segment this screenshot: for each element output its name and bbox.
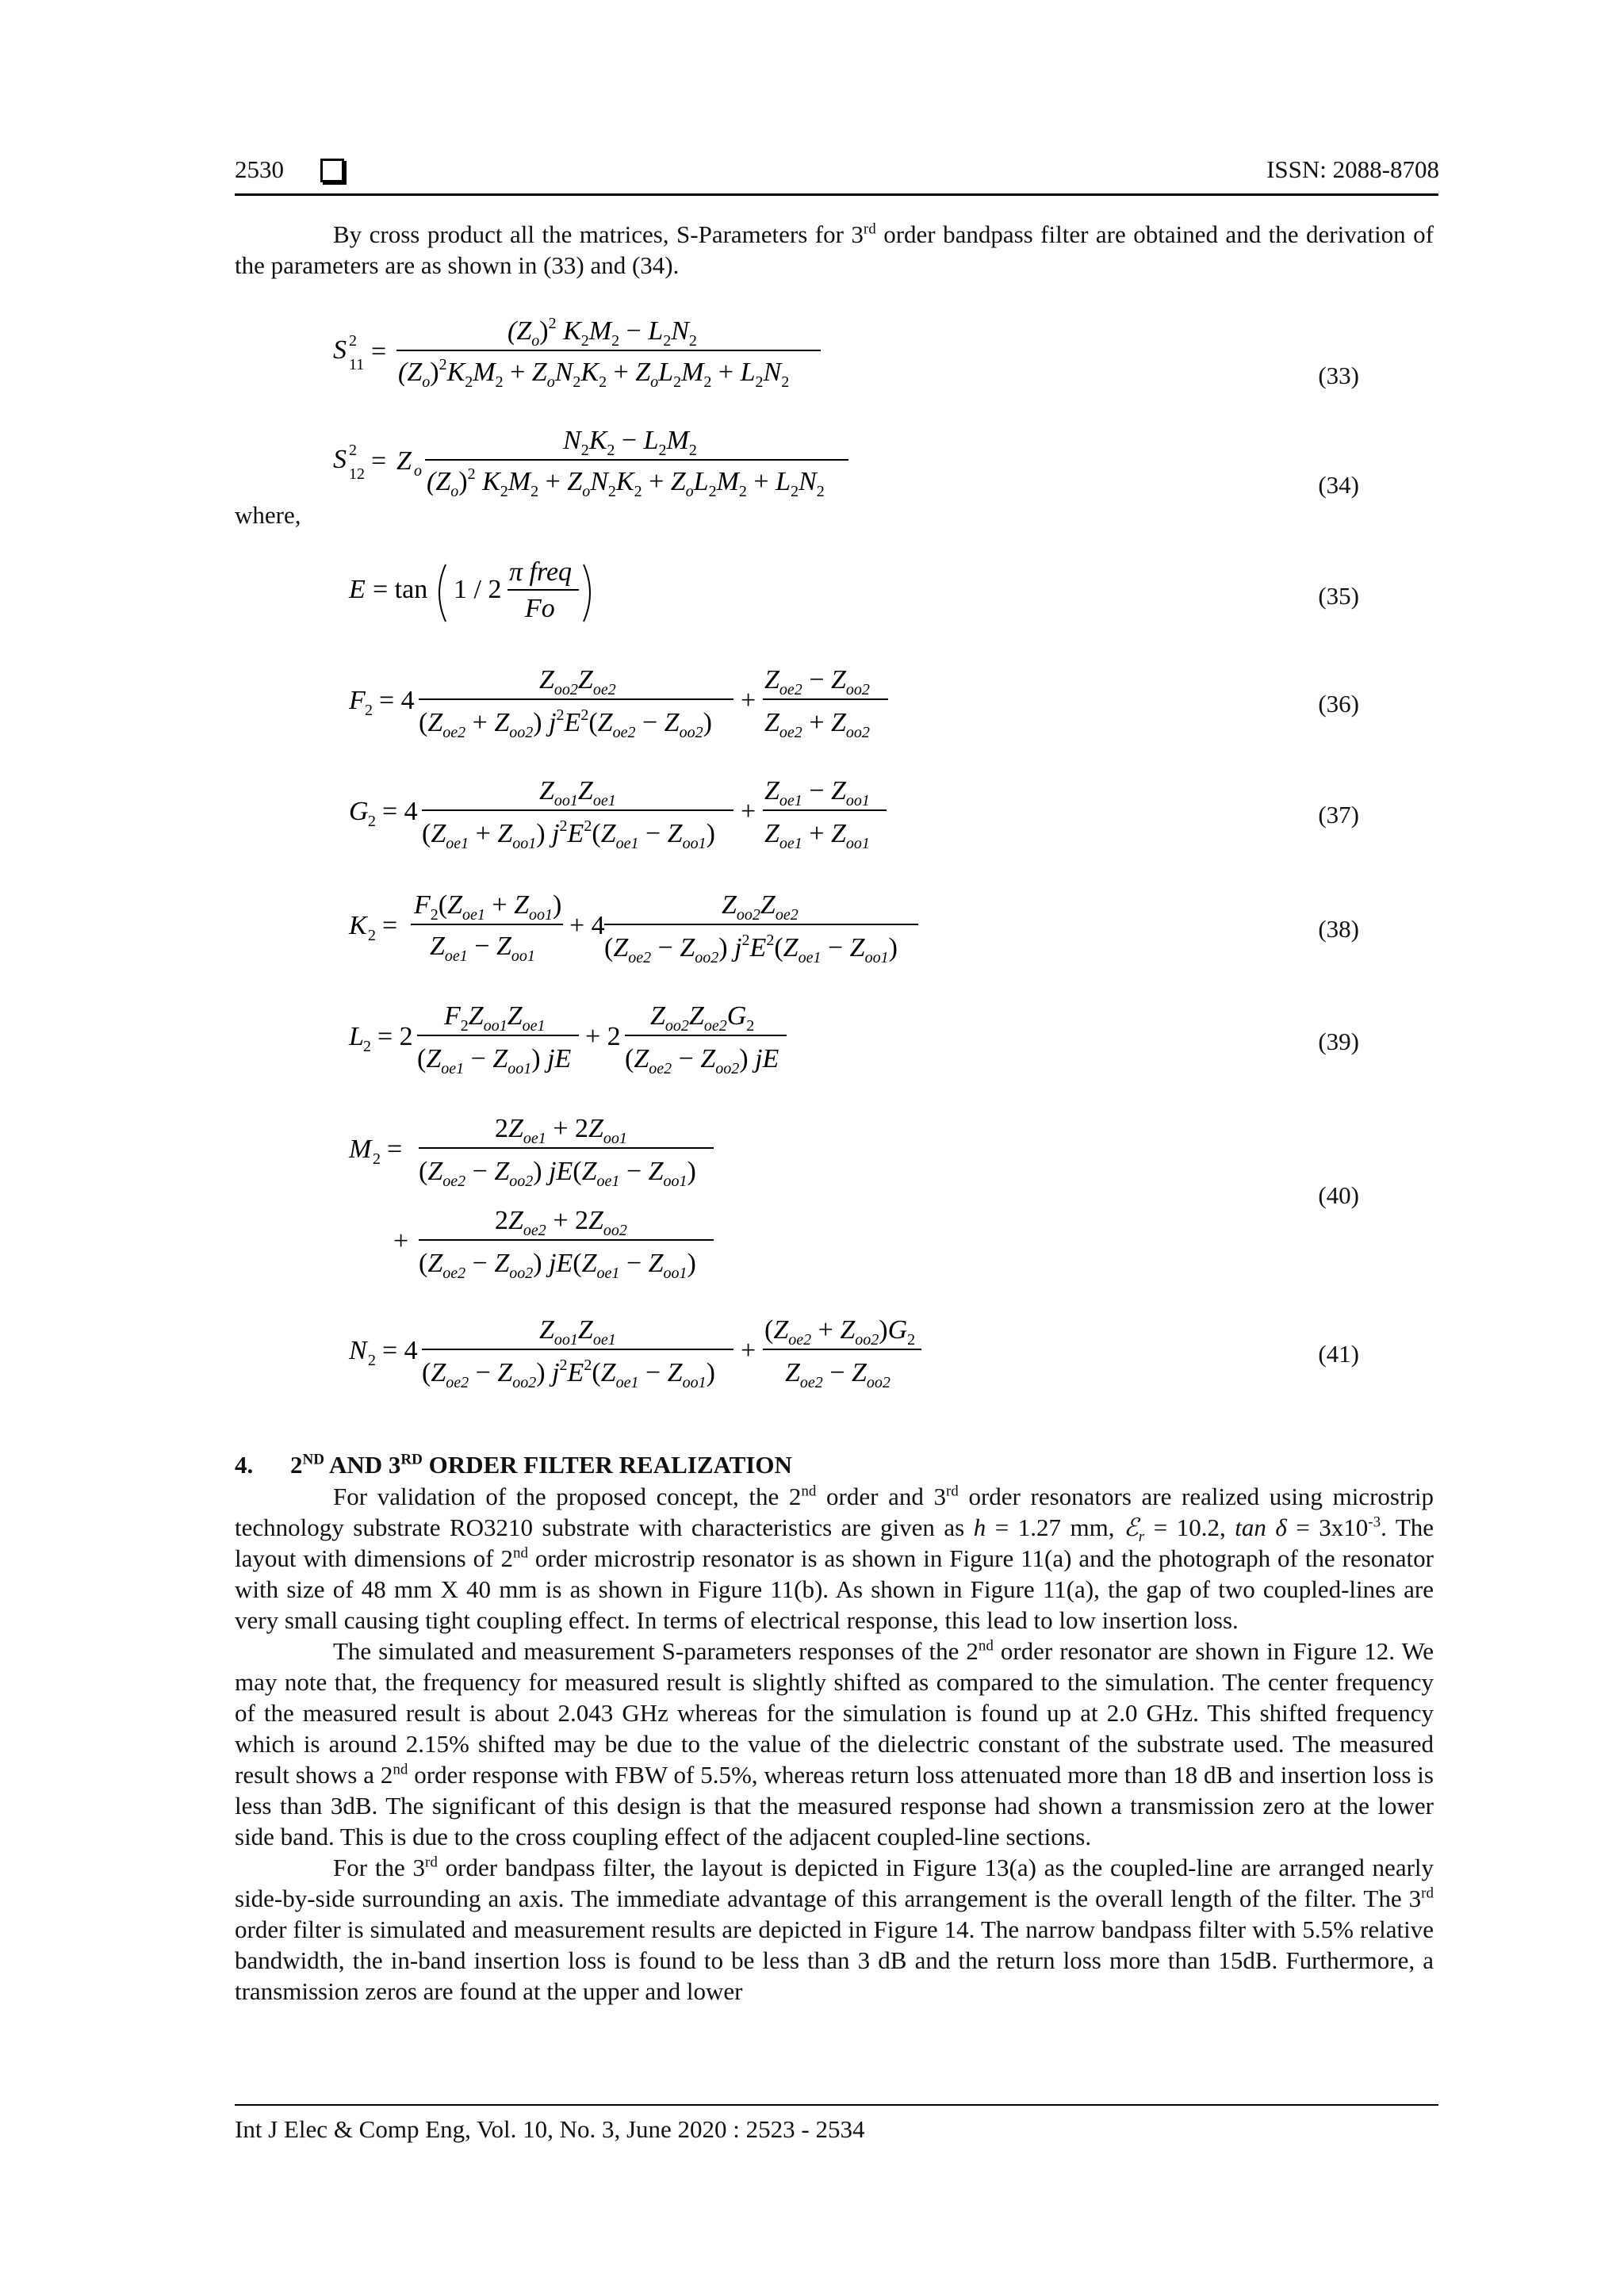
- page-number: 2530: [235, 155, 284, 183]
- svg-text:2: 2: [349, 332, 357, 350]
- svg-text:2: 2: [368, 1352, 376, 1369]
- svg-text:Zoe2 − Zoo2: $Z_{oe2} - Z_{oo2}$: [764, 665, 870, 698]
- equation-number-33: (33): [1318, 362, 1359, 389]
- svg-text:Zoo1Zoe1: $Z_{oo1}Z_{oe1}$: [539, 776, 616, 809]
- svg-text:=: =: [371, 446, 387, 476]
- svg-text:= 4: = 4: [379, 686, 415, 715]
- body-text: [235, 1481, 1434, 2007]
- svg-text:S: S: [333, 445, 347, 474]
- equation-number-38: (38): [1318, 915, 1359, 943]
- equation-number-40: (40): [1318, 1181, 1359, 1209]
- svg-text:(Zoe2 − Zoo2) jE(Zoe1 − Zoo1): $(Z_{oe2} - Z_{oo2}) jE(Z_{oe1} - Z_{oo1})$: [419, 1249, 696, 1282]
- svg-text:2: 2: [349, 442, 357, 459]
- svg-text:(Zoe2 − Zoo2) j2E2(Zoe1 − Zoo1: $(Z_{oe2} - Z_{oo2}) j^2E^2(Z_{oe1} - Z_{oo1})$: [604, 932, 898, 966]
- svg-text:Zoe1 − Zoo1: $Z_{oe1} - Z_{oo1}$: [430, 932, 535, 965]
- equation-40: [238, 1107, 1189, 1289]
- equation-36: [238, 658, 1189, 753]
- svg-text:Zoo2Zoe2: $Z_{oo2}Z_{oe2}$: [539, 665, 616, 698]
- svg-text:F: F: [349, 686, 366, 715]
- svg-text:12: 12: [349, 465, 365, 483]
- svg-text:(Zoe1 + Zoo1) j2E2(Zoe1 − Zoo1: $(Z_{oe1} + Z_{oo1}) j^2E^2(Z_{oe1} - Z_{oo1})$: [422, 817, 715, 852]
- svg-text:2Zoe1 + 2Zoo1: $2Z_{oe1} + 2Z_{oo1}$: [495, 1114, 627, 1147]
- svg-text:2: 2: [373, 1150, 381, 1168]
- svg-text:G: G: [349, 797, 369, 826]
- svg-text:F2(Zoe1 + Zoo1): $F_2(Z_{oe1} + Z_{oo1})$: [414, 890, 562, 924]
- svg-text:Zoo1Zoe1: $Z_{oo1}Z_{oe1}$: [539, 1315, 616, 1349]
- svg-text:= 2: = 2: [377, 1022, 413, 1051]
- svg-text:F2Zoo1Zoe1: $F_2Z_{oo1}Z_{oe1}$: [444, 1001, 546, 1035]
- svg-text:Z: Z: [396, 446, 412, 476]
- svg-text:+: +: [393, 1226, 409, 1256]
- svg-text:+: +: [741, 686, 756, 715]
- svg-text:+ 4: + 4: [569, 911, 605, 940]
- svg-text:(Zoe1 − Zoo1) jE: $(Z_{oe1} - Z_{oo1})$ jE: [417, 1044, 572, 1077]
- svg-text:= tan: = tan: [373, 575, 428, 604]
- svg-text:= 4: = 4: [382, 797, 418, 826]
- footer-rule: [235, 2104, 1438, 2106]
- bullet-box-icon: [320, 159, 344, 187]
- svg-text:E: E: [349, 575, 366, 604]
- svg-text:(Zo)2 K2M2 + ZoN2K2 + ZoL2M2 +: $(Z_o)^2$ $K_2M_2 + Z_oN_2K_2 + Z_oL_2M_2 + L_2N_2$: [427, 465, 825, 500]
- equation-number-35: (35): [1318, 582, 1359, 610]
- svg-text:(Zoe2 − Zoo2) j2E2(Zoe1 − Zoo1: $(Z_{oe2} - Z_{oo2}) j^2E^2(Z_{oe1} - Z_{oo1})$: [422, 1357, 715, 1391]
- svg-text:(Zo)2 K2M2 − L2N2: $(Z_o)^2$ $K_2M_2 - L_2N_2$: [508, 315, 697, 350]
- svg-text:= 4: = 4: [382, 1336, 418, 1365]
- issn: ISSN: 2088-8708: [1266, 155, 1439, 183]
- equation-number-37: (37): [1318, 801, 1359, 828]
- svg-text:(Zo)2K2M2 + ZoN2K2 + ZoL2M2 +: $(Z_o)^2K_2M_2 + Z_oN_2K_2 + Z_oL_2M_2 + L_2N_2$: [398, 356, 790, 391]
- header-rule: [235, 193, 1438, 196]
- svg-text:Zoe2 − Zoo2: $Z_{oe2} - Z_{oo2}$: [785, 1358, 891, 1391]
- svg-text:Zoe1 + Zoo1: $Z_{oe1} + Z_{oo1}$: [764, 819, 870, 852]
- svg-text:K: K: [349, 911, 367, 940]
- equation-37: [238, 769, 1189, 864]
- equation-number-36: (36): [1318, 690, 1359, 718]
- intro-paragraph: By cross product all the matrices, S-Parameters for 3rd order bandpass filter are obtained and the derivation of the parameters are as shown in (33) and (34).: [235, 220, 1434, 279]
- svg-text:Zoo2Zoe2: $Z_{oo2}Z_{oe2}$: [722, 890, 799, 924]
- svg-text:(Zoe2 + Zoo2)G2: $(Z_{oe2} + Z_{oo2})G_2$: [764, 1315, 916, 1349]
- equation-35: [238, 547, 1189, 642]
- svg-text:Zoe2 + Zoo2: $Z_{oe2} + Z_{oo2}$: [764, 708, 870, 741]
- svg-text:(Zoe2 − Zoo2) jE(Zoe1 − Zoo1): $(Z_{oe2} - Z_{oo2}) jE(Z_{oe1} - Z_{oo1})$: [419, 1157, 696, 1190]
- paragraph-2: The simulated and measurement S-parameters responses of the 2nd order resonator are shown in Figure 12. We may note that, the frequency for measured result is slightly shifted as compared to the simulation. The center frequency of the measured result is about 2.043 GHz whereas for the simulation is found up at 2.0 GHz. This shifted frequency which is around 2.15% shifted may be due to the value of the dielectric constant of the substrate used. The measured result shows a 2nd order response with FBW of 5.5%, whereas return loss attenuated more than 18 dB and insertion loss is less than 3dB. The significant of this design is that the measured response had shown a transmission zero at the lower side band. This is due to the cross coupling effect of the adjacent coupled-line sections.: [235, 1637, 1434, 1850]
- section-heading: 4. 2ND AND 3RD ORDER FILTER REALIZATION: [235, 1451, 792, 1479]
- svg-text:1 / 2: 1 / 2: [454, 575, 502, 604]
- svg-text:Fo: Fo: [525, 594, 555, 623]
- equation-number-41: (41): [1318, 1340, 1359, 1368]
- where-label: where,: [235, 501, 301, 529]
- equation-33: [238, 309, 1189, 404]
- svg-text:11: 11: [349, 356, 365, 373]
- footer-citation: Int J Elec & Comp Eng, Vol. 10, No. 3, June 2020 : 2523 - 2534: [235, 2115, 865, 2143]
- svg-text:2: 2: [363, 1038, 371, 1055]
- svg-text:Zoe1 − Zoo1: $Z_{oe1} - Z_{oo1}$: [764, 776, 870, 809]
- svg-text:(Zoe2 + Zoo2) j2E2(Zoe2 − Zoo2: $(Z_{oe2} + Z_{oo2}) j^2E^2(Z_{oe2} - Z_{oo2})$: [419, 706, 712, 741]
- svg-text:M: M: [349, 1135, 372, 1164]
- svg-text:o: o: [414, 462, 422, 480]
- svg-text:S: S: [333, 335, 347, 365]
- svg-text:2: 2: [368, 927, 376, 944]
- svg-text:2: 2: [368, 813, 376, 830]
- equation-41: [238, 1308, 1189, 1403]
- svg-text:N2K2 − L2M2: $N_2K_2 - L_2M_2$: [563, 426, 697, 459]
- svg-text:+: +: [741, 1336, 756, 1365]
- svg-text:2: 2: [365, 702, 373, 719]
- svg-text:π freq: π freq: [509, 557, 573, 587]
- svg-text:L: L: [349, 1022, 364, 1051]
- paragraph-1: For validation of the proposed concept, the 2nd order and 3rd order resonators are realized using microstrip technology substrate RO3210 substrate with characteristics are given as h = 1.27 mm, ℰ$_r$ = 10.2, $\tan \delta = 3x10^{-3}$. The layout with dimensions of 2nd order microstrip resonator is as shown in Figure 11(a) and the photograph of the resonator with size of 48 mm X 40 mm is as shown in Figure 11(b). As shown in Figure 11(a), the gap of two coupled-lines are very small causing tight coupling effect. In terms of electrical response, this lead to low insertion loss.: [235, 1483, 1434, 1634]
- equation-34: [238, 419, 1189, 514]
- equation-38: [238, 883, 1189, 978]
- svg-text:=: =: [371, 337, 387, 366]
- equation-number-34: (34): [1318, 471, 1359, 499]
- svg-text:+: +: [741, 797, 756, 826]
- svg-text:=: =: [382, 911, 398, 940]
- section-number: 4.: [235, 1451, 254, 1479]
- svg-text:+ 2: + 2: [585, 1022, 621, 1051]
- svg-text:N: N: [349, 1336, 367, 1365]
- equation-39: [238, 994, 1189, 1089]
- svg-text:Zoo2Zoe2G2: $Z_{oo2}Z_{oe2}G_2$: [650, 1001, 755, 1035]
- paragraph-3: For the 3rd order bandpass filter, the layout is depicted in Figure 13(a) as the coupled-line are arranged nearly side-by-side surrounding an axis. The immediate advantage of this arrangement is the overall length of the filter. The 3rd order filter is simulated and measurement results are depicted in Figure 14. The narrow bandpass filter with 5.5% relative bandwidth, the in-band insertion loss is found to be less than 3 dB and the return loss more than 15dB. Furthermore, a transmission zeros are found at the upper and lower: [235, 1854, 1434, 2005]
- svg-text:(Zoe2 − Zoo2) jE: $(Z_{oe2} - Z_{oo2})$ jE: [625, 1044, 779, 1077]
- svg-text:2Zoe2 + 2Zoo2: $2Z_{oe2} + 2Z_{oo2}$: [495, 1206, 627, 1239]
- svg-text:=: =: [387, 1135, 403, 1164]
- equation-number-39: (39): [1318, 1027, 1359, 1055]
